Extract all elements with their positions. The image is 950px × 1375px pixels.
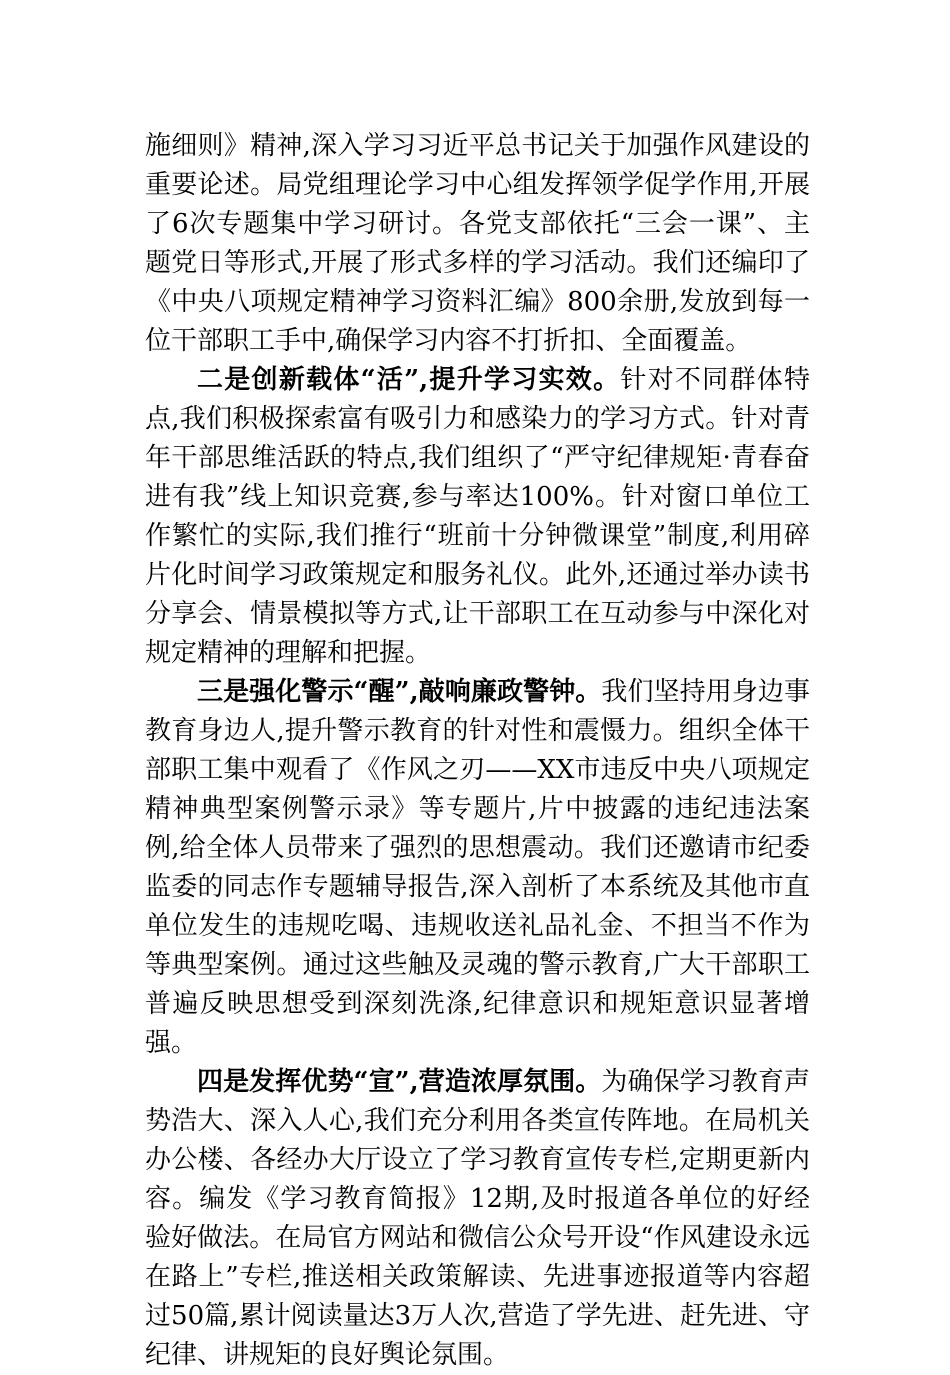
paragraph-text: 我们坚持用身边事教育身边人,提升警示教育的针对性和震慑力。组织全体干部职工集中观看了《作风之刃——XX市违反中央八项规定精神典型案例警示录》等专题片,片中披露的违纪违法案例,给全体人员带来了强烈的思想震动。我们还邀请市纪委监委的同志作专题辅导报告,深入剖析了本系统及其他市直单位发生的违规吃喝、违规收送礼品礼金、不担当不作为等典型案例。通过这些触及灵魂的警示教育,广大干部职工普遍反映思想受到深刻洗涤,纪律意识和规矩意识显著增强。 — [145, 677, 810, 1058]
paragraph-heading: 四是发挥优势“宣”,营造浓厚氛围。 — [197, 1067, 602, 1097]
paragraph-text: 施细则》精神,深入学习习近平总书记关于加强作风建设的重要论述。局党组理论学习中心组发挥领学促学作用,开展了6次专题集中学习研讨。各党支部依托“三会一课”、主题党日等形式,开展了形式多样的学习活动。我们还编印了《中央八项规定精神学习资料汇编》800余册,发放到每一位干部职工手中,确保学习内容不打折扣、全面覆盖。 — [145, 131, 810, 356]
paragraph-warning — [145, 673, 810, 1063]
paragraph-heading: 二是创新载体“活”,提升学习实效。 — [197, 365, 621, 395]
paragraph-text: 针对不同群体特点,我们积极探索富有吸引力和感染力的学习方式。针对青年干部思维活跃的特点,我们组织了“严守纪律规矩·青春奋进有我”线上知识竞赛,参与率达100%。针对窗口单位工作繁忙的实际,我们推行“班前十分钟微课堂”制度,利用碎片化时间学习政策规定和服务礼仪。此外,还通过举办读书分享会、情景模拟等方式,让干部职工在互动参与中深化对规定精神的理解和把握。 — [145, 365, 810, 668]
document-page — [145, 127, 810, 1375]
paragraph-heading: 三是强化警示“醒”,敲响廉政警钟。 — [197, 677, 602, 707]
paragraph-innovation — [145, 361, 810, 673]
paragraph-continuation — [145, 127, 810, 361]
paragraph-text: 为确保学习教育声势浩大、深入人心,我们充分利用各类宣传阵地。在局机关办公楼、各经办大厅设立了学习教育宣传专栏,定期更新内容。编发《学习教育简报》12期,及时报道各单位的好经验好做法。在局官方网站和微信公众号开设“作风建设永远在路上”专栏,推送相关政策解读、先进事迹报道等内容超过50篇,累计阅读量达3万人次,营造了学先进、赶先进、守纪律、讲规矩的良好舆论氛围。 — [145, 1067, 810, 1370]
paragraph-publicity — [145, 1063, 810, 1375]
